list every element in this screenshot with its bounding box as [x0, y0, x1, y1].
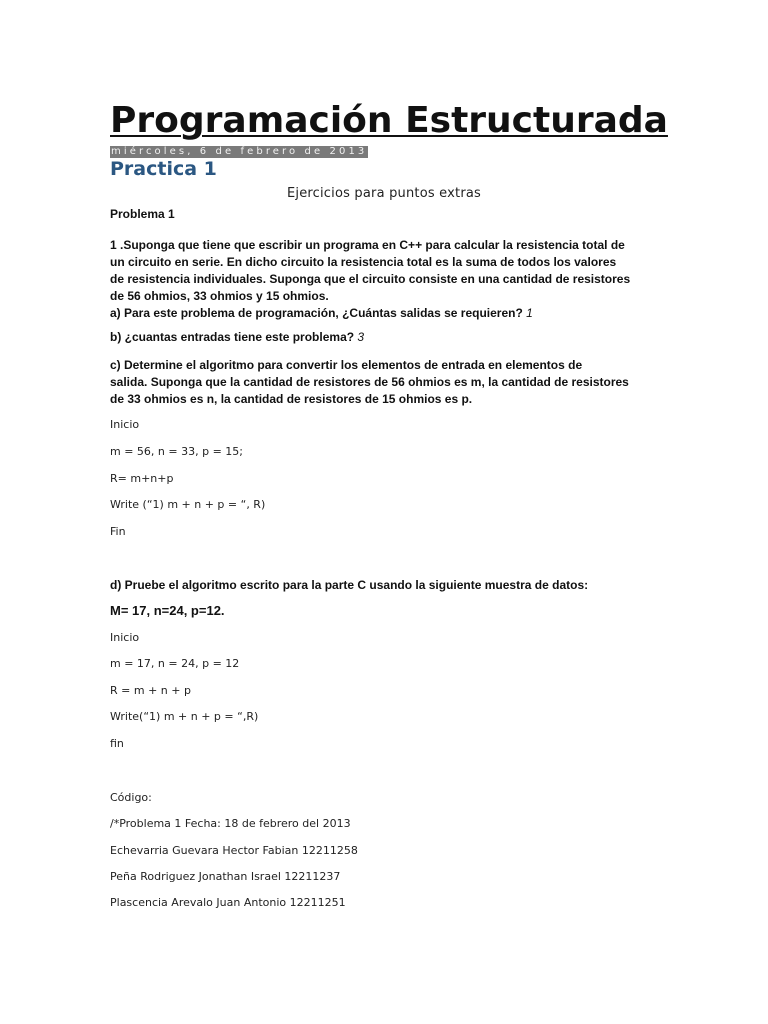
question-c-line: salida. Suponga que la cantidad de resistores de 56 ohmios es m, la cantidad de resistores — [110, 375, 629, 389]
algorithm-c-line: R= m+n+p — [110, 472, 174, 485]
code-line: /*Problema 1 Fecha: 18 de febrero del 2013 — [110, 817, 351, 830]
question-b-text: b) ¿cuantas entradas tiene este problema? — [110, 330, 355, 344]
algorithm-d-line: m = 17, n = 24, p = 12 — [110, 657, 240, 670]
statement-line: de resistencia individuales. Suponga que el circuito consiste en una cantidad de resistores — [110, 272, 631, 286]
question-c — [110, 357, 690, 408]
problem-statement — [110, 237, 670, 322]
post-date: miércoles, 6 de febrero de 2013 — [111, 146, 368, 157]
question-b — [110, 329, 670, 346]
blog-title[interactable]: Programación Estructurada — [110, 100, 668, 141]
algorithm-c-line: Write (“1) m + n + p = “, R) — [110, 498, 266, 511]
code-line: Echevarria Guevara Hector Fabian 12211258 — [110, 844, 358, 857]
question-a — [110, 305, 670, 322]
algorithm-c-line: m = 56, n = 33, p = 15; — [110, 445, 243, 458]
code-label: Código: — [110, 791, 152, 804]
problem-heading: Problema 1 — [110, 207, 175, 221]
algorithm-c-line: Inicio — [110, 418, 140, 431]
statement-line: un circuito en serie. En dicho circuito la resistencia total es la suma de todos los valores — [110, 255, 617, 269]
question-c-line: c) Determine el algoritmo para convertir los elementos de entrada en elementos de — [110, 358, 583, 372]
algorithm-d-line: R = m + n + p — [110, 684, 191, 697]
post-title[interactable]: Practica 1 — [110, 158, 217, 180]
algorithm-d-line: Write(“1) m + n + p = “,R) — [110, 710, 259, 723]
statement-line: de 56 ohmios, 33 ohmios y 15 ohmios. — [110, 289, 329, 303]
answer-b: 3 — [357, 330, 365, 344]
post-subtitle: Ejercicios para puntos extras — [286, 186, 482, 201]
statement-line: 1 .Suponga que tiene que escribir un programa en C++ para calcular la resistencia total de — [110, 238, 625, 252]
code-line: Peña Rodriguez Jonathan Israel 12211237 — [110, 870, 341, 883]
question-c-line: de 33 ohmios es n, la cantidad de resistores de 15 ohmios es p. — [110, 392, 473, 406]
code-line: Plascencia Arevalo Juan Antonio 12211251 — [110, 896, 346, 909]
algorithm-c-line: Fin — [110, 525, 126, 538]
sample-data: M= 17, n=24, p=12. — [110, 603, 225, 618]
question-d: d) Pruebe el algoritmo escrito para la parte C usando la siguiente muestra de datos: — [110, 578, 589, 592]
question-a-text: a) Para este problema de programación, ¿Cuántas salidas se requieren? — [110, 306, 523, 320]
algorithm-d-line: fin — [110, 737, 124, 750]
algorithm-d-line: Inicio — [110, 631, 140, 644]
answer-a: 1 — [526, 306, 533, 320]
